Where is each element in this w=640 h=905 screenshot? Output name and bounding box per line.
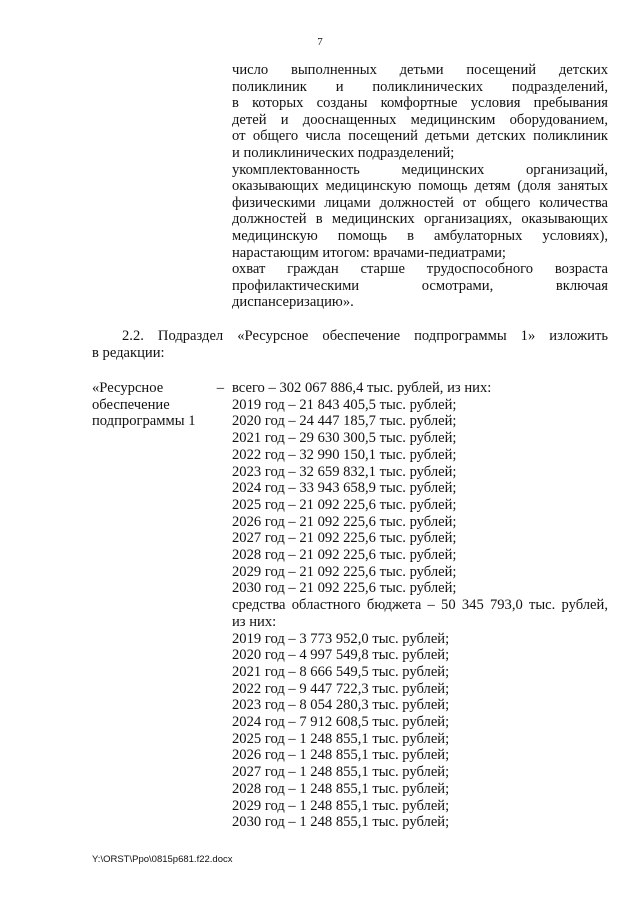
funding-line: из них:: [232, 613, 277, 630]
label-line: обеспечение: [92, 396, 170, 413]
funding-line: 2020 год – 24 447 185,7 тыс. рублей;: [232, 413, 457, 430]
funding-line: 2027 год – 21 092 225,6 тыс. рублей;: [232, 530, 457, 547]
indicators-text-block: [232, 62, 608, 311]
label-line: подпрограммы 1: [92, 413, 196, 430]
funding-line: 2030 год – 1 248 855,1 тыс. рублей;: [232, 814, 450, 831]
funding-line: 2028 год – 21 092 225,6 тыс. рублей;: [232, 547, 457, 564]
text-line: число выполненных детьми посещений детских: [232, 62, 608, 78]
paragraph-line: 2.2. Подраздел «Ресурсное обеспечение подпрограммы 1» изложить: [122, 328, 608, 344]
text-line: детей и дооснащенных медицинским оборудованием,: [232, 111, 608, 128]
file-path-footer: Y:\ORST\Ppo\0815p681.f22.docx: [92, 854, 233, 865]
funding-line: 2027 год – 1 248 855,1 тыс. рублей;: [232, 764, 450, 781]
funding-line: 2023 год – 32 659 832,1 тыс. рублей;: [232, 463, 457, 480]
funding-line: 2022 год – 32 990 150,1 тыс. рублей;: [232, 446, 457, 463]
text-line: должностей в медицинских организациях, оказывающих: [232, 211, 608, 228]
funding-line: 2025 год – 1 248 855,1 тыс. рублей;: [232, 730, 450, 747]
text-line: от общего числа посещений детьми детских поликлиник: [232, 128, 608, 145]
funding-line: 2024 год – 33 943 658,9 тыс. рублей;: [232, 480, 457, 497]
funding-line: 2025 год – 21 092 225,6 тыс. рублей;: [232, 496, 457, 513]
funding-line: всего – 302 067 886,4 тыс. рублей, из них:: [232, 380, 492, 396]
text-line: поликлиник и поликлинических подразделений,: [232, 78, 608, 95]
label-dash: –: [216, 380, 224, 396]
paragraph-line: в редакции:: [92, 344, 165, 361]
funding-line: 2029 год – 21 092 225,6 тыс. рублей;: [232, 563, 457, 580]
funding-line: 2023 год – 8 054 280,3 тыс. рублей;: [232, 697, 450, 714]
funding-list: [232, 380, 608, 831]
text-line: диспансеризацию».: [232, 294, 354, 311]
funding-line: 2021 год – 29 630 300,5 тыс. рублей;: [232, 430, 457, 447]
funding-line: 2026 год – 21 092 225,6 тыс. рублей;: [232, 513, 457, 530]
funding-line: 2024 год – 7 912 608,5 тыс. рублей;: [232, 714, 450, 731]
funding-line: 2019 год – 3 773 952,0 тыс. рублей;: [232, 630, 450, 647]
funding-line: средства областного бюджета – 50 345 793,0 тыс. рублей,: [232, 597, 608, 614]
page-number: 7: [317, 36, 323, 48]
funding-line: 2026 год – 1 248 855,1 тыс. рублей;: [232, 747, 450, 764]
text-line: физическими лицами должностей от общего количества: [232, 194, 608, 211]
text-line: оказывающих медицинскую помощь детям (доля занятых: [232, 178, 608, 195]
funding-line: 2020 год – 4 997 549,8 тыс. рублей;: [232, 647, 450, 664]
amendment-paragraph: [92, 328, 608, 361]
funding-line: 2028 год – 1 248 855,1 тыс. рублей;: [232, 780, 450, 797]
funding-line: 2029 год – 1 248 855,1 тыс. рублей;: [232, 797, 450, 814]
text-line: укомплектованность медицинских организаций,: [232, 161, 608, 178]
text-line: медицинскую помощь в амбулаторных условиях),: [232, 227, 608, 244]
text-line: в которых созданы комфортные условия пребывания: [232, 95, 608, 112]
text-line: профилактическими осмотрами, включая: [232, 277, 608, 294]
text-line: нарастающим итогом: врачами-педиатрами;: [232, 244, 506, 261]
text-line: охват граждан старше трудоспособного возраста: [232, 261, 608, 278]
funding-line: 2022 год – 9 447 722,3 тыс. рублей;: [232, 680, 450, 697]
resource-label: [92, 380, 224, 430]
label-line: «Ресурсное: [92, 380, 164, 396]
funding-line: 2021 год – 8 666 549,5 тыс. рублей;: [232, 663, 450, 680]
text-line: и поликлинических подразделений;: [232, 144, 455, 161]
funding-line: 2030 год – 21 092 225,6 тыс. рублей;: [232, 580, 457, 597]
funding-line: 2019 год – 21 843 405,5 тыс. рублей;: [232, 396, 457, 413]
